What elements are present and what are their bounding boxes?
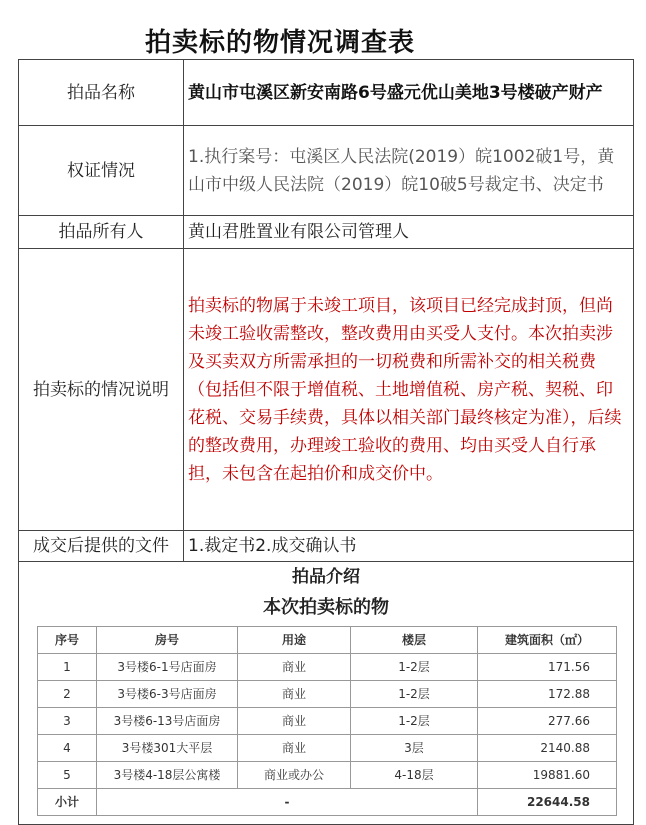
row-room: 3号楼301大平层 xyxy=(97,735,238,762)
table-row xyxy=(38,708,617,735)
row-floor: 1-2层 xyxy=(351,681,478,708)
item-name-value: 黄山市屯溪区新安南路6号盛元优山美地3号楼破产财产 xyxy=(184,60,634,126)
intro-subtitle: 本次拍卖标的物 xyxy=(263,597,389,618)
ownership-label: 权证情况 xyxy=(19,126,184,216)
row-no: 5 xyxy=(38,762,97,789)
row-no: 3 xyxy=(38,708,97,735)
row-use: 商业 xyxy=(238,654,351,681)
row-room: 3号楼6-13号店面房 xyxy=(97,708,238,735)
intro-row xyxy=(19,562,634,825)
documents-label: 成交后提供的文件 xyxy=(19,531,184,562)
description-label: 拍卖标的情况说明 xyxy=(19,249,184,531)
row-use: 商业 xyxy=(238,681,351,708)
table-row xyxy=(38,654,617,681)
page-title: 拍卖标的物情况调查表 xyxy=(144,28,415,58)
total-area: 22644.58 xyxy=(478,789,617,816)
header-area: 建筑面积（㎡） xyxy=(478,627,617,654)
lot-header-row xyxy=(38,627,617,654)
table-row xyxy=(38,681,617,708)
row-area: 19881.60 xyxy=(478,762,617,789)
owner-label: 拍品所有人 xyxy=(19,216,184,249)
row-floor: 4-18层 xyxy=(351,762,478,789)
table-row xyxy=(38,762,617,789)
row-area: 277.66 xyxy=(478,708,617,735)
row-floor: 1-2层 xyxy=(351,654,478,681)
row-use: 商业或办公 xyxy=(238,762,351,789)
row-room: 3号楼4-18层公寓楼 xyxy=(97,762,238,789)
total-row xyxy=(38,789,617,816)
documents-value: 1.裁定书2.成交确认书 xyxy=(184,531,634,562)
description-value: 拍卖标的物属于未竣工项目，该项目已经完成封顶，但尚未竣工验收需整改，整改费用由买受人支付。本次拍卖涉及买卖双方所需承担的一切税费和所需补交的相关税费（包括但不限于增值税、土地增值税、房产税、契税、印花税、交易手续费，具体以相关部门最终核定为准），后续的整改费用，办理竣工验收的费用、均由买受人自行承担，未包含在起拍价和成交价中。 xyxy=(184,249,634,531)
intro-title: 拍品介绍 xyxy=(292,567,360,587)
row-room: 3号楼6-3号店面房 xyxy=(97,681,238,708)
item-name-label: 拍品名称 xyxy=(19,60,184,126)
description-row xyxy=(19,249,634,531)
row-floor: 1-2层 xyxy=(351,708,478,735)
header-no: 序号 xyxy=(38,627,97,654)
row-area: 2140.88 xyxy=(478,735,617,762)
header-floor: 楼层 xyxy=(351,627,478,654)
header-use: 用途 xyxy=(238,627,351,654)
owner-row xyxy=(19,216,634,249)
row-no: 4 xyxy=(38,735,97,762)
documents-row xyxy=(19,531,634,562)
intro-cell xyxy=(19,562,634,825)
owner-value: 黄山君胜置业有限公司管理人 xyxy=(184,216,634,249)
total-label: 小计 xyxy=(38,789,97,816)
lot-table xyxy=(37,626,617,816)
row-floor: 3层 xyxy=(351,735,478,762)
row-area: 172.88 xyxy=(478,681,617,708)
row-room: 3号楼6-1号店面房 xyxy=(97,654,238,681)
table-row xyxy=(38,735,617,762)
survey-table xyxy=(18,59,634,825)
row-use: 商业 xyxy=(238,735,351,762)
ownership-value: 1.执行案号：屯溪区人民法院(2019）皖1002破1号，黄山市中级人民法院（2019）皖10破5号裁定书、决定书 xyxy=(184,126,634,216)
header-room: 房号 xyxy=(97,627,238,654)
row-use: 商业 xyxy=(238,708,351,735)
row-no: 2 xyxy=(38,681,97,708)
row-area: 171.56 xyxy=(478,654,617,681)
ownership-row xyxy=(19,126,634,216)
total-dash: - xyxy=(97,789,478,816)
row-no: 1 xyxy=(38,654,97,681)
item-name-row xyxy=(19,60,634,126)
